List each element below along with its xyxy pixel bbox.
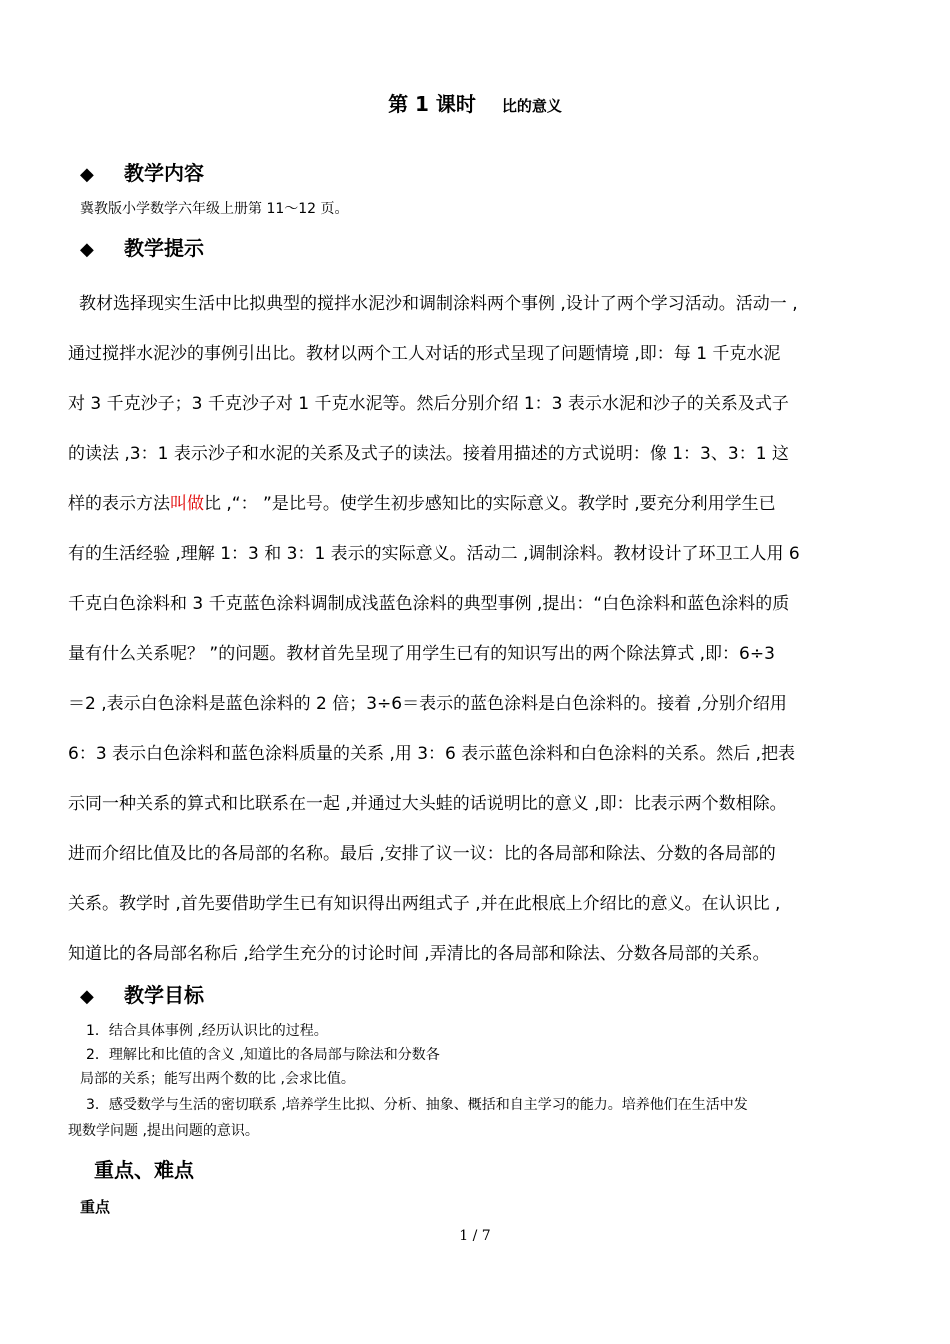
paragraph-line: 6：3 表示白色涂料和蓝色涂料质量的关系 ,用 3：6 表示蓝色涂料和白色涂料的关系。然后 ,把表 [68, 744, 796, 764]
goal-item-1: 1．结合具体事例 ,经历认识比的过程。 [86, 1023, 328, 1039]
paragraph-line: 有的生活经验 ,理解 1：3 和 3：1 表示的实际意义。活动二 ,调制涂料。教材设计了环卫工人用 6 [68, 544, 800, 564]
diamond-bullet-icon: ◆ [80, 239, 94, 260]
paragraph-line: 进而介绍比值及比的各局部的名称。最后 ,安排了议一议：比的各局部和除法、分数的各局部的 [68, 844, 776, 864]
page-number: 1 / 7 [459, 1228, 491, 1244]
diamond-bullet-icon: ◆ [80, 986, 94, 1007]
section-heading-content [80, 157, 204, 187]
goal-item-2: 2．理解比和比值的含义 ,知道比的各局部与除法和分数各 [86, 1047, 440, 1063]
page-title [0, 88, 950, 117]
paragraph-line: 教材选择现实生活中比拟典型的搅拌水泥沙和调制涂料两个事例 ,设计了两个学习活动。活动一 , [79, 294, 798, 314]
content-text: 冀教版小学数学六年级上册第 11～12 页。 [80, 201, 349, 217]
diamond-bullet-icon: ◆ [80, 164, 94, 185]
section-heading-text: 教学目标 [124, 983, 204, 1007]
hint-paragraph [68, 279, 890, 979]
line-text: 比 ,“： ”是比号。使学生初步感知比的实际意义。教学时 ,要充分利用学生已 [204, 494, 776, 514]
keypoint-sublabel: 重点 [80, 1198, 111, 1216]
paragraph-line: 知道比的各局部名称后 ,给学生充分的讨论时间 ,弄清比的各局部和除法、分数各局部的关系。 [68, 944, 770, 964]
paragraph-line: 量有什么关系呢？ ”的问题。教材首先呈现了用学生已有的知识写出的两个除法算式 ,即：6÷3 [68, 644, 775, 664]
line-text: 样的表示方法 [68, 494, 170, 514]
section-heading-keypoints: 重点、难点 [94, 1158, 194, 1182]
highlighted-term: 叫做 [170, 494, 204, 514]
paragraph-line: 示同一种关系的算式和比联系在一起 ,并通过大头蛙的话说明比的意义 ,即：比表示两个数相除。 [68, 794, 787, 814]
goal-item-2-continued: 局部的关系；能写出两个数的比 ,会求比值。 [80, 1071, 355, 1087]
section-heading-text: 教学提示 [124, 236, 204, 260]
paragraph-line: 通过搅拌水泥沙的事例引出比。教材以两个工人对话的形式呈现了问题情境 ,即：每 1 千克水泥 [68, 344, 781, 364]
paragraph-line: 关系。教学时 ,首先要借助学生已有知识得出两组式子 ,并在此根底上介绍比的意义。在认识比 , [68, 894, 781, 914]
paragraph-line: ＝2 ,表示白色涂料是蓝色涂料的 2 倍；3÷6＝表示的蓝色涂料是白色涂料的。接着 ,分别介绍用 [68, 694, 787, 714]
goal-item-3: 3．感受数学与生活的密切联系 ,培养学生比拟、分析、抽象、概括和自主学习的能力。培养他们在生活中发 [86, 1097, 748, 1113]
lesson-number: 第 1 课时 [388, 92, 476, 116]
section-heading-goals [80, 979, 204, 1009]
section-heading-text: 教学内容 [124, 161, 204, 185]
goal-item-3-continued: 现数学问题 ,提出问题的意识。 [68, 1123, 259, 1139]
paragraph-line [68, 479, 890, 529]
paragraph-line: 千克白色涂料和 3 千克蓝色涂料调制成浅蓝色涂料的典型事例 ,提出：“白色涂料和蓝色涂料的质 [68, 594, 790, 614]
section-heading-hint [80, 232, 204, 262]
paragraph-line: 的读法 ,3：1 表示沙子和水泥的关系及式子的读法。接着用描述的方式说明：像 1：3、3：1 这 [68, 444, 789, 464]
lesson-topic: 比的意义 [501, 97, 562, 115]
paragraph-line: 对 3 千克沙子；3 千克沙子对 1 千克水泥等。然后分别介绍 1：3 表示水泥和沙子的关系及式子 [68, 394, 789, 414]
